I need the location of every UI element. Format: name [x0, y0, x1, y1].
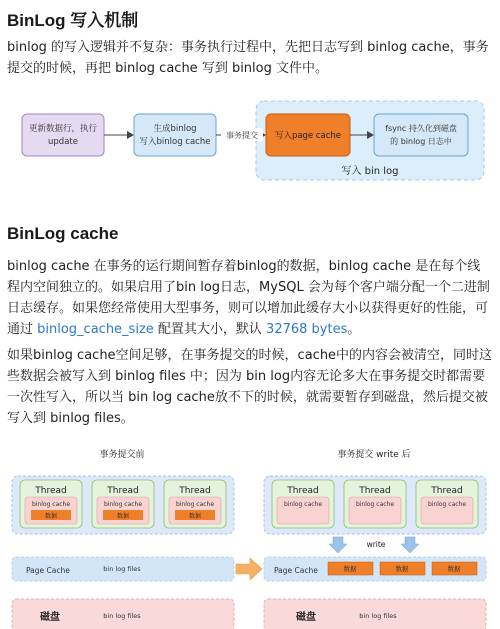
transition-arrow-icon	[236, 558, 262, 580]
flow-box-fsync	[374, 114, 468, 156]
left-thread-3-cache-label: binlog cache	[175, 501, 215, 508]
flow-box-fsync-line1: fsync 持久化到磁盘	[385, 124, 457, 133]
paragraph-binlog-cache-text-b: 配置其大小，默认	[153, 322, 267, 337]
left-bin-log-files-label: bin log files	[103, 565, 141, 573]
right-page-cache-data-3-label: 数据	[447, 565, 461, 573]
paragraph-binlog-write: binlog 的写入逻辑并不复杂：事务执行过程中，先把日志写到 binlog cache，事务提交的时候，再把 binlog cache 写到 binlog 文件中。	[7, 40, 489, 76]
right-page-cache-label: Page Cache	[274, 566, 318, 575]
left-disk-bin-log-files-label: bin log files	[103, 612, 141, 620]
section-title-binlog-write: BinLog 写入机制	[7, 11, 139, 30]
right-page-cache-data-2-label: 数据	[395, 565, 409, 573]
section-title-binlog-cache: BinLog cache	[7, 224, 119, 243]
left-thread-2-data-label: 数据	[116, 513, 130, 520]
flow-box-binlog-cache-line1: 生成binlog	[153, 124, 197, 134]
binlog-cache-size-link[interactable]: binlog_cache_size	[37, 322, 154, 337]
flow-box-fsync-line2: 的 binlog 日志中	[390, 137, 452, 146]
right-thread-2-label: Thread	[359, 486, 391, 496]
binlog-write-flow-diagram	[0, 96, 500, 184]
left-disk-label: 磁盘	[40, 612, 60, 623]
paragraph-binlog-cache	[7, 256, 493, 340]
flow-group-label: 写入 bin log	[341, 166, 399, 177]
diagram-left-title: 事务提交前	[99, 450, 145, 460]
left-thread-1-label: Thread	[35, 486, 67, 496]
left-thread-1-cache-label: binlog cache	[31, 501, 71, 508]
flow-arrow-label: 事务提交	[226, 131, 258, 140]
flow-arrowhead-1	[127, 131, 134, 139]
left-thread-2-cache-label: binlog cache	[103, 501, 143, 508]
left-thread-1-data-label: 数据	[44, 513, 58, 520]
flow-box-update	[22, 114, 104, 156]
right-disk-bin-log-files-label: bin log files	[359, 612, 397, 620]
binlog-cache-diagram	[0, 436, 500, 629]
right-thread-1-cache-label: binlog cache	[283, 501, 323, 508]
default-size-link[interactable]: 32768 bytes	[266, 322, 348, 337]
right-thread-3-label: Thread	[431, 486, 463, 496]
left-thread-3-label: Thread	[179, 486, 211, 496]
left-thread-3-data-label: 数据	[188, 513, 202, 520]
right-thread-1-label: Thread	[287, 486, 319, 496]
flow-box-page-cache-label: 写入page cache	[274, 131, 342, 141]
paragraph-binlog-cache-text-a: binlog cache 在事务的运行期间暂存着binlog的数据，binlog cache 是在每个线程内空间独立的。如果启用了bin log日志，MySQL 会为每个客户端分配一个二进制日志缓存。如果您经常使用大型事务，则可以增加此缓存大小以获得更好的性能，可通过	[7, 259, 490, 337]
right-disk-label: 磁盘	[296, 612, 316, 623]
right-thread-3-cache-label: binlog cache	[427, 501, 467, 508]
flow-box-update-line1: 更新数据行，执行	[28, 124, 98, 134]
flow-box-update-line2: update	[48, 137, 78, 147]
diagram-right-title: 事务提交 write 后	[337, 450, 411, 460]
paragraph-binlog-cache-text-c: 。	[347, 322, 361, 337]
right-page-cache-data-1-label: 数据	[343, 565, 357, 573]
write-label: write	[366, 540, 386, 549]
flow-box-binlog-cache-line2: 写入binlog cache	[139, 137, 211, 147]
left-page-cache-label: Page Cache	[26, 566, 70, 575]
right-thread-2-cache-label: binlog cache	[355, 501, 395, 508]
write-arrow-1-icon	[329, 537, 347, 553]
left-thread-2-label: Thread	[107, 486, 139, 496]
paragraph-binlog-cache-commit: 如果binlog cache空间足够，在事务提交的时候，cache中的内容会被清空，同时这些数据会被写入到 binlog files 中；因为 bin log内容无论多大在事务提交时都需要一次性写入，所以当 bin log cache放不下的时候，就需要暂存到磁盘，然后提交被写入到 binlog files。	[7, 348, 493, 426]
write-arrow-2-icon	[401, 537, 419, 553]
flow-box-binlog-cache	[134, 114, 216, 156]
